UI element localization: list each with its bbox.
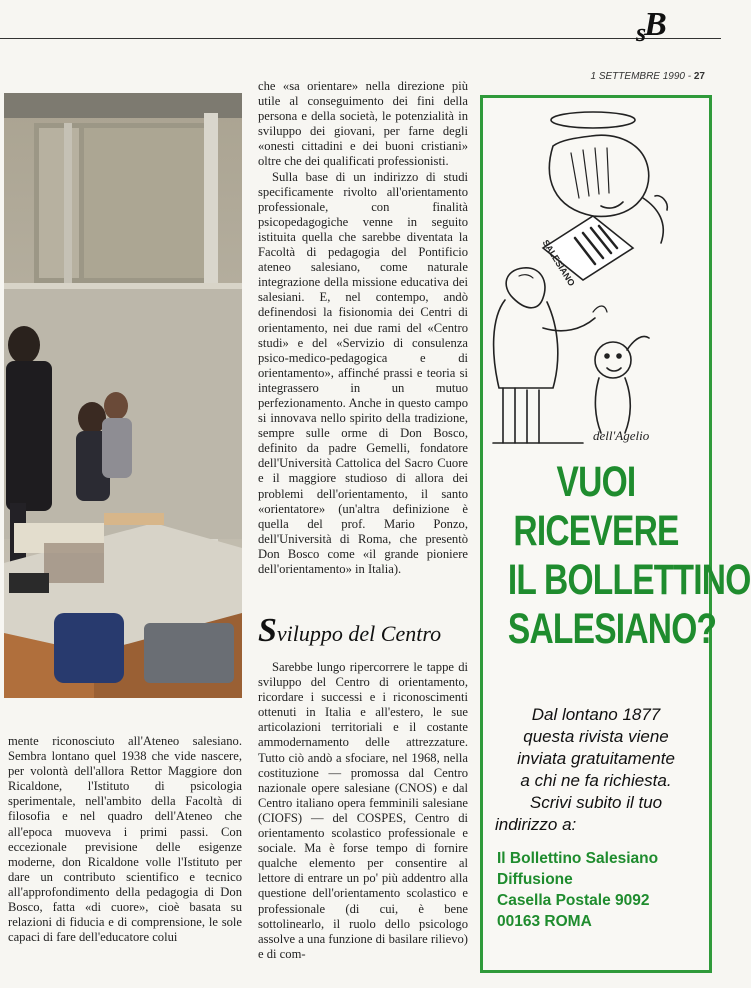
ad-tagline-line: indirizzo a:: [495, 815, 577, 834]
ad-address: [497, 848, 707, 932]
address-line-city: 00163 ROMA: [497, 913, 592, 930]
header-rule: [0, 38, 721, 39]
page-number: 27: [693, 71, 705, 82]
bollettino-logo: sB: [636, 6, 665, 47]
ad-tagline-line: questa rivista viene: [523, 727, 669, 746]
ad-headline-line: VUOI: [556, 458, 636, 506]
page-info: 1 SETTEMBRE 1990 - 27: [590, 71, 705, 82]
article-column-left: [8, 734, 242, 945]
address-line-name: Il Bollettino Salesiano: [497, 850, 659, 867]
subscription-ad-box: [480, 95, 751, 973]
ad-tagline-line: a chi ne fa richiesta.: [520, 771, 672, 790]
article-paragraph: Sarebbe lungo ripercorrere le tappe di sviluppo del Centro di orientamento, ricordare i successi e i riconoscimenti ottenuti in Italia e all'estero, le sue articolazioni territoriali e il costante ammodernamento delle attrezzature. Tutto ciò andò a sfociare, nel 1968, nella costituzione — promossa dal Centro nazionale opere salesiane (CNOS) e dal Centro italiano opera femminili salesiane (CIOFS) — del COSPES, Centro di orientamento scolastico professionale e sociale. Ma è forse tempo di fornire qualche elemento per consentire al lettore di entrare un po' più addentro alla questione dell'orientamento scolastico e professionale (di cui, è bene sottolinearlo, il ruolo dello psicologo assolve a una funzione di basilare rilievo) e di com-: [258, 660, 468, 961]
article-paragraph: Sulla base di un indirizzo di studi specificamente rivolto all'orientamento professionale, con finalità psicopedagogiche venne in seguito istituita quella che sarebbe diventata la Facoltà di pedagogia del Pontificio ateneo salesiano, come naturale integrazione della missione educativa dei salesiani. E, nel contempo, andò definendosi la fisionomia dei Centri di orientamento, nei due rami del «Centro studi» e del «Servizio di consulenza psico-medico-pedagogica e di orientamento», affinché prassi e teoria si integrassero in un mutuo perfezionamento. Anche in questo campo si innovava nello spirito della tradizione, sempre sulle orme di Don Bosco, definito da padre Gemelli, fondatore dell'Università Cattolica del Sacro Cuore e il maggiore studioso di allora dei problemi dell'orientamento, il santo «orientatore» (un'altra definizione è quella del prof. Mario Ponzo, dell'Università di Roma, che presentò Don Bosco come «il grande pioniere dell'orientamento» in Italia).: [258, 169, 468, 576]
classroom-photo: [4, 93, 242, 698]
section-subheading: Sviluppo del Centro: [258, 612, 442, 649]
issue-date: 1 SETTEMBRE 1990: [590, 71, 685, 82]
ad-headline: [507, 458, 751, 654]
address-line-pobox: Casella Postale 9092: [497, 892, 650, 909]
illustration-book-label: SALESIANO: [540, 238, 577, 288]
ad-tagline-line: inviata gratuitamente: [517, 749, 675, 768]
ad-headline-line: SALESIANO?: [507, 605, 717, 653]
article-column-middle-top: [258, 79, 468, 577]
ad-headline-line: RICEVERE: [513, 507, 679, 555]
ad-tagline: [493, 704, 699, 836]
ad-tagline-line: Scrivi subito il tuo: [529, 793, 663, 812]
article-paragraph: che «sa orientare» nella direzione più utile al conseguimento dei fini della persona e della società, le potenzialità in sviluppo dei giovani, per farne degli «onesti cittadini e dei buoni cristiani» oltre che dei qualificati professionisti.: [258, 79, 468, 169]
ad-tagline-line: Dal lontano 1877: [531, 705, 661, 724]
article-paragraph: mente riconosciuto all'Ateneo salesiano. Sembra lontano quel 1938 che vide nascere, per volontà dell'allora Rettor Maggiore don Ricaldone, l'Istituto di psicologia sperimentale, nell'ambito della Facoltà di filosofia e nel quadro dell'Ateneo che all'epoca muoveva i primi passi. Con eccezionale previsione delle esigenze moderne, don Ricaldone volle l'Istituto per dare un contributo scientifico e tecnico all'approfondimento della pedagogia di Don Bosco, fatta «di cuore», cioè basata su relazioni di fiducia e di comprensione, le sole capaci di fare dell'educatore colui: [8, 734, 242, 945]
cartoon-illustration: [483, 98, 709, 453]
address-line-department: Diffusione: [497, 871, 573, 888]
ad-headline-line: IL BOLLETTINO: [507, 556, 751, 604]
article-column-middle-bottom: [258, 660, 468, 962]
illustration-signature: dell'Agelio: [593, 428, 650, 443]
